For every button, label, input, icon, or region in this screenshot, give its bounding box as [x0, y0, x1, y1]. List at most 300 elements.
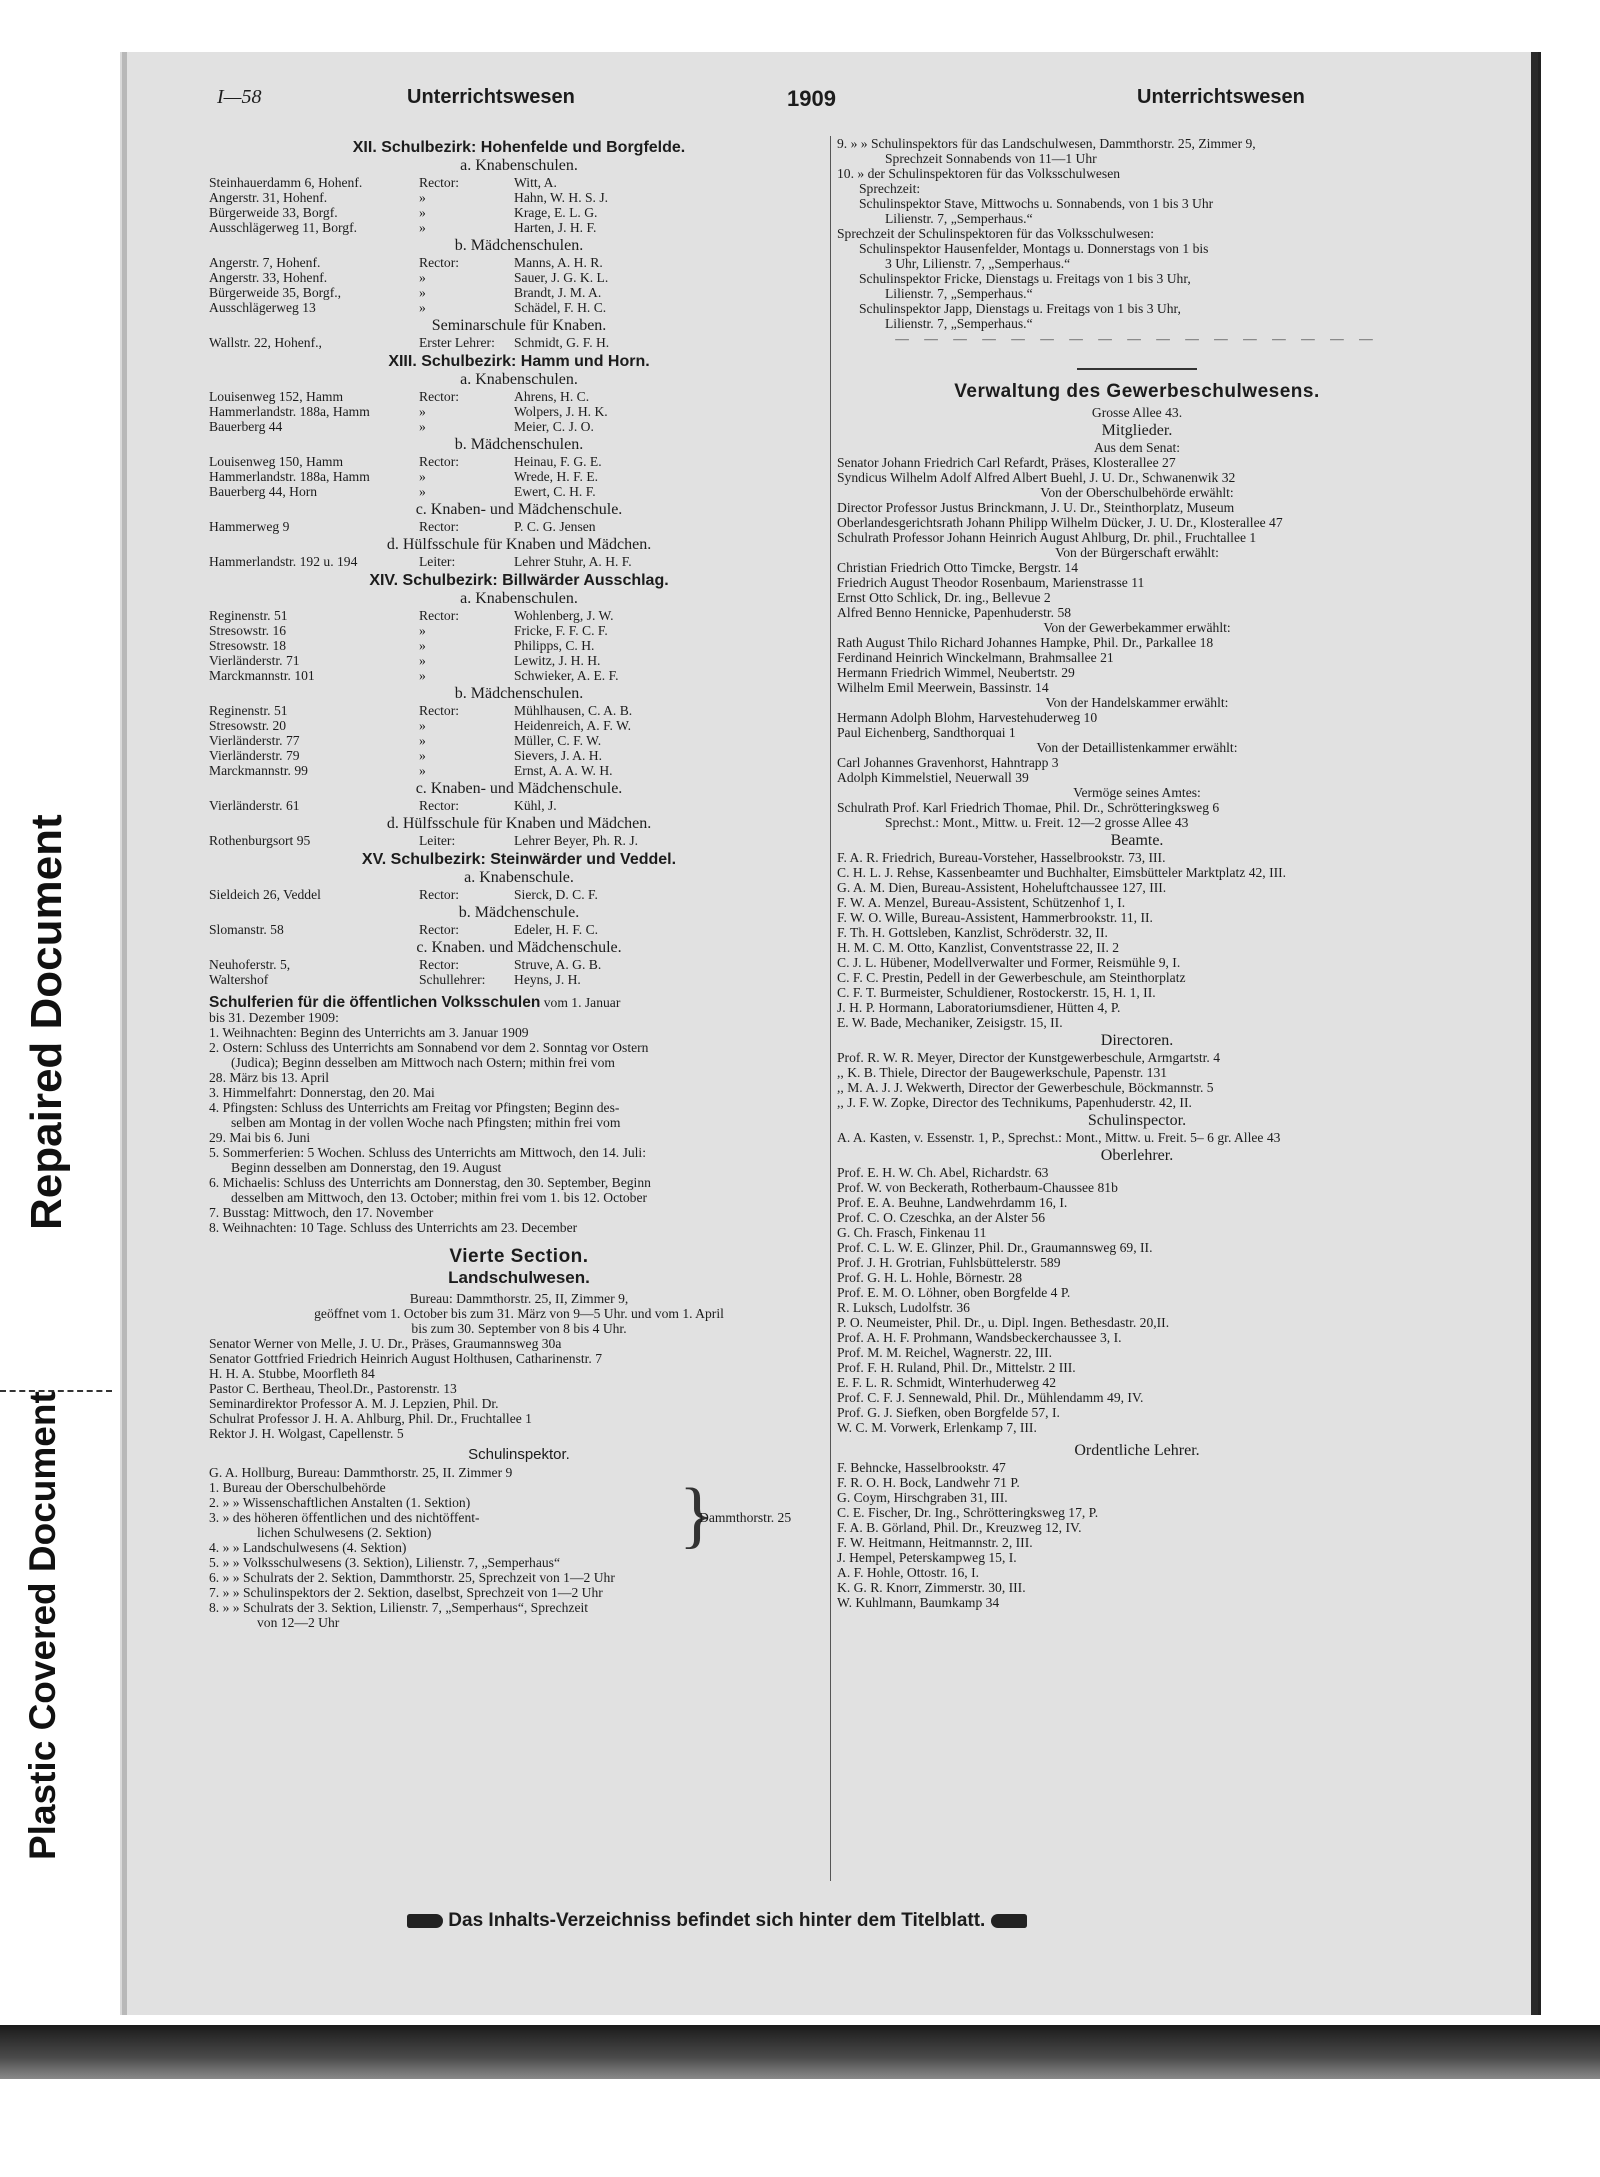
- school-role: Leiter:: [419, 833, 456, 848]
- school-role: »: [419, 653, 426, 668]
- text-line: 8. Weihnachten: 10 Tage. Schluss des Unterrichts am 23. December: [209, 1220, 578, 1235]
- school-address: Angerstr. 33, Hohenf.: [209, 270, 328, 285]
- text-line: ,, K. B. Thiele, Director der Baugewerkschule, Papenstr. 131: [837, 1065, 1168, 1080]
- text-line: Sprechzeit:: [859, 181, 921, 196]
- school-head: Edeler, H. F. C.: [514, 922, 599, 937]
- text-line: R. Luksch, Ludolfstr. 36: [837, 1300, 970, 1315]
- school-role: Rector:: [419, 608, 460, 623]
- school-head: Sauer, J. G. K. L.: [514, 270, 609, 285]
- text-line: selben am Montag in der vollen Woche nach Pfingsten; mithin frei vom: [231, 1115, 621, 1130]
- school-head: Manns, A. H. R.: [514, 255, 603, 270]
- section-title: XIII. Schulbezirk: Hamm und Horn.: [388, 353, 650, 370]
- school-head: Philipps, C. H.: [514, 638, 595, 653]
- school-entry: [209, 300, 829, 315]
- text-line: Prof. R. W. R. Meyer, Director der Kunstgewerbeschule, Armgartstr. 4: [837, 1050, 1221, 1065]
- gewerbekammer-list: [837, 635, 1437, 695]
- text-line: C. H. L. J. Rehse, Kassenbeamter und Buchhalter, Eimsbütteler Marktplatz 42, III.: [837, 865, 1287, 880]
- school-head: Heyns, J. H.: [514, 972, 581, 987]
- school-entry: [209, 653, 829, 668]
- school-entry: [209, 922, 829, 937]
- school-address: Ausschlägerweg 13: [209, 300, 316, 315]
- brace-target: Dammthorstr. 25: [699, 1510, 792, 1525]
- subsection-title: a. Knabenschulen.: [460, 590, 578, 607]
- school-role: »: [419, 404, 426, 419]
- school-role: »: [419, 469, 426, 484]
- school-address: Vierländerstr. 71: [209, 653, 300, 668]
- text-line: Prof. C. F. J. Sennewald, Phil. Dr., Mühlendamm 49, IV.: [837, 1390, 1144, 1405]
- school-head: Lehrer Beyer, Ph. R. J.: [514, 833, 639, 848]
- school-entry: [209, 608, 829, 623]
- school-address: Slomanstr. 58: [209, 922, 284, 937]
- text-line: Adolph Kimmelstiel, Neuerwall 39: [837, 770, 1029, 785]
- subsection-title: a. Knabenschule.: [464, 869, 574, 886]
- school-role: »: [419, 220, 426, 235]
- school-head: Schwieker, A. E. F.: [514, 668, 619, 683]
- school-entry: [209, 718, 829, 733]
- school-entry: [209, 668, 829, 683]
- text-line: Schulrath Professor Johann Heinrich August Ahlburg, Dr. phil., Fruchtallee 1: [837, 530, 1257, 545]
- school-head: Hahn, W. H. S. J.: [514, 190, 609, 205]
- text-line: K. G. R. Knorr, Zimmerstr. 30, III.: [837, 1580, 1026, 1595]
- text-line: Prof. E. M. O. Löhner, oben Borgfelde 4 P.: [837, 1285, 1071, 1300]
- landschul-title: Landschulwesen.: [448, 1268, 590, 1287]
- section-title: XIV. Schulbezirk: Billwärder Ausschlag.: [369, 572, 669, 589]
- school-entry: [209, 419, 829, 434]
- school-head: Ahrens, H. C.: [514, 389, 590, 404]
- text-line: Rath August Thilo Richard Johannes Hampke, Phil. Dr., Parkallee 18: [837, 635, 1214, 650]
- school-head: Lewitz, J. H. H.: [514, 653, 601, 668]
- school-address: Waltershof: [209, 972, 269, 987]
- text-line: Prof. A. H. F. Prohmann, Wandsbeckerchaussee 3, I.: [837, 1330, 1122, 1345]
- bureau-brace-block: [209, 1474, 829, 1556]
- buergerschaft-title: Von der Bürgerschaft erwählt:: [1055, 545, 1219, 560]
- header-year: 1909: [787, 86, 836, 111]
- text-line: J. Hempel, Peterskampweg 15, I.: [837, 1550, 1017, 1565]
- text-line: Prof. G. J. Siefken, oben Borgfelde 57, I.: [837, 1405, 1060, 1420]
- text-line: Prof. W. von Beckerath, Rotherbaum-Chaussee 81b: [837, 1180, 1118, 1195]
- text-line: Prof. C. O. Czeschka, an der Alster 56: [837, 1210, 1046, 1225]
- text-line: Paul Eichenberg, Sandthorquai 1: [837, 725, 1016, 740]
- directoren-title: Directoren.: [1100, 1032, 1174, 1049]
- school-address: Marckmannstr. 101: [209, 668, 315, 683]
- school-address: Hammerlandstr. 188a, Hamm: [209, 404, 370, 419]
- subsection-title: d. Hülfsschule für Knaben und Mädchen.: [386, 815, 652, 832]
- document-page: [120, 52, 1541, 2015]
- school-role: »: [419, 638, 426, 653]
- school-address: Stresowstr. 18: [209, 638, 287, 653]
- repaired-label: Repaired Document: [22, 814, 71, 1230]
- text-line: Schulrath Prof. Karl Friedrich Thomae, Phil. Dr., Schrötteringksweg 6: [837, 800, 1220, 815]
- text-line: Senator Johann Friedrich Carl Refardt, Präses, Klosterallee 27: [837, 455, 1176, 470]
- school-role: Rector:: [419, 887, 460, 902]
- text-line: P. O. Neumeister, Phil. Dr., u. Dipl. Ingen. Bethesdastr. 20,II.: [837, 1315, 1170, 1330]
- text-line: H. M. C. M. Otto, Kanzlist, Conventstrasse 22, II. 2: [837, 940, 1120, 955]
- text-line: E. W. Bade, Mechaniker, Zeisigstr. 15, II.: [837, 1015, 1063, 1030]
- text-line: C. F. C. Prestin, Pedell in der Gewerbeschule, am Steinthorplatz: [837, 970, 1186, 985]
- ferien-list: [209, 1025, 829, 1235]
- oberlehrer-list: [837, 1165, 1437, 1435]
- text-line: ,, M. A. J. J. Wekwerth, Director der Gewerbeschule, Böckmannstr. 5: [837, 1080, 1214, 1095]
- school-entry: [209, 554, 829, 569]
- school-address: Wallstr. 22, Hohenf.,: [209, 335, 322, 350]
- school-role: »: [419, 748, 426, 763]
- mitglieder-title: Mitglieder.: [1101, 422, 1173, 439]
- column-divider: [830, 136, 831, 1881]
- text-line: 5. Sommerferien: 5 Wochen. Schluss des Unterrichts am Mittwoch, den 14. Juli:: [209, 1145, 646, 1160]
- oberschul-title: Von der Oberschulbehörde erwählt:: [1040, 485, 1234, 500]
- section-title: XII. Schulbezirk: Hohenfelde und Borgfelde.: [352, 139, 686, 156]
- school-role: »: [419, 718, 426, 733]
- text-line: Syndicus Wilhelm Adolf Alfred Albert Buehl, J. U. Dr., Schwanenwik 32: [837, 470, 1236, 485]
- school-entry: [209, 285, 829, 300]
- text-line: 7. » » Schulinspektors der 2. Sektion, daselbst, Sprechzeit von 1—2 Uhr: [209, 1585, 603, 1600]
- school-head: Sievers, J. A. H.: [514, 748, 602, 763]
- amt-list: [837, 800, 1437, 830]
- school-list: [209, 175, 829, 235]
- text-line: Hermann Friedrich Wimmel, Neubertstr. 29: [837, 665, 1075, 680]
- text-line: Rektor J. H. Wolgast, Capellenstr. 5: [209, 1426, 404, 1441]
- school-head: Sierck, D. C. F.: [514, 887, 598, 902]
- text-line: von 12—2 Uhr: [257, 1615, 340, 1630]
- text-line: Prof. M. M. Reichel, Wagnerstr. 22, III.: [837, 1345, 1052, 1360]
- text-line: Ferdinand Heinrich Winckelmann, Brahmsallee 21: [837, 650, 1114, 665]
- text-line: 8. » » Schulrats der 3. Sektion, Lilienstr. 7, „Semperhaus“, Sprechzeit: [209, 1600, 589, 1615]
- numbered-list: [209, 1480, 679, 1555]
- school-role: »: [419, 419, 426, 434]
- school-entry: [209, 335, 829, 350]
- subsection-title: a. Knabenschulen.: [460, 371, 578, 388]
- page-footer: [407, 1910, 1307, 1936]
- school-row: [209, 922, 829, 937]
- school-entry: [209, 255, 829, 270]
- school-role: Rector:: [419, 454, 460, 469]
- school-role: Erster Lehrer:: [419, 335, 495, 350]
- school-address: Vierländerstr. 79: [209, 748, 300, 763]
- text-line: 2. » » Wissenschaftlichen Anstalten (1. Sektion): [209, 1495, 471, 1510]
- page-inner: [122, 52, 1539, 2015]
- school-head: Schädel, F. H. C.: [514, 300, 607, 315]
- text-line: Hermann Adolph Blohm, Harvestehuderweg 10: [837, 710, 1098, 725]
- scan-bottom-edge: [0, 2025, 1600, 2079]
- school-address: Neuhoferstr. 5,: [209, 957, 291, 972]
- handelskammer-title: Von der Handelskammer erwählt:: [1045, 695, 1229, 710]
- school-head: Meier, C. J. O.: [514, 419, 594, 434]
- school-entry: [209, 519, 829, 534]
- school-entry: [209, 484, 829, 499]
- school-address: Bürgerweide 33, Borgf.: [209, 205, 338, 220]
- text-line: Schulinspektor Hausenfelder, Montags u. Donnerstags von 1 bis: [859, 241, 1209, 256]
- text-line: 6. Michaelis: Schluss des Unterrichts am Donnerstag, den 30. September, Beginn: [209, 1175, 651, 1190]
- school-list: [209, 608, 829, 683]
- school-list: [209, 454, 829, 499]
- school-address: Angerstr. 31, Hohenf.: [209, 190, 328, 205]
- text-line: Pastor C. Bertheau, Theol.Dr., Pastorenstr. 13: [209, 1381, 457, 1396]
- detaillisten-list: [837, 755, 1437, 785]
- text-line: Sprechst.: Mont., Mittw. u. Freit. 12—2 grosse Allee 43: [885, 815, 1189, 830]
- subsection-title: b. Mädchenschule.: [458, 904, 580, 921]
- school-entry: [209, 972, 829, 987]
- school-address: Reginenstr. 51: [209, 703, 288, 718]
- text-line: Sprechzeit der Schulinspektoren für das Volksschulwesen:: [837, 226, 1154, 241]
- school-address: Bürgerweide 35, Borgf.,: [209, 285, 342, 300]
- text-line: Prof. E. A. Beuhne, Landwehrdamm 16, I.: [837, 1195, 1068, 1210]
- school-list: [209, 703, 829, 778]
- side-labels: [0, 700, 110, 1860]
- subsection-title: b. Mädchenschulen.: [454, 436, 584, 453]
- handelskammer-list: [837, 710, 1437, 740]
- right-column: [837, 136, 1437, 1610]
- school-role: Rector:: [419, 798, 460, 813]
- text-line: 9. » » Schulinspektors für das Landschulwesen, Dammthorstr. 25, Zimmer 9,: [837, 136, 1256, 151]
- inspector-hours: [837, 136, 1437, 331]
- subsection-title: c. Knaben- und Mädchenschule.: [415, 780, 623, 797]
- brace-glyph: }: [679, 1474, 715, 1556]
- text-line: 3. Himmelfahrt: Donnerstag, den 20. Mai: [209, 1085, 435, 1100]
- text-line: Sprechzeit Sonnabends von 11—1 Uhr: [885, 151, 1097, 166]
- bureau-info: [209, 1291, 829, 1336]
- school-row: [209, 798, 829, 813]
- text-line: Schulinspektor Fricke, Dienstags u. Freitags von 1 bis 3 Uhr,: [859, 271, 1191, 286]
- oberschul-list: [837, 500, 1437, 545]
- school-entry: [209, 638, 829, 653]
- school-head: Ewert, C. H. F.: [514, 484, 596, 499]
- ferien-period: bis 31. Dezember 1909:: [209, 1010, 339, 1025]
- ferien-heading: [209, 995, 829, 1010]
- text-line: G. Coym, Hirschgraben 31, III.: [837, 1490, 1008, 1505]
- school-head: Brandt, J. M. A.: [514, 285, 602, 300]
- vierte-section-title: Vierte Section.: [449, 1246, 589, 1267]
- subsection-title: d. Hülfsschule für Knaben und Mädchen.: [386, 536, 652, 553]
- school-role: »: [419, 484, 426, 499]
- left-column: [209, 136, 829, 1630]
- text-line: Prof. J. H. Grotrian, Fuhlsbüttelerstr. 589: [837, 1255, 1061, 1270]
- school-row: [209, 519, 829, 534]
- subsection-title: a. Knabenschulen.: [460, 157, 578, 174]
- school-head: Müller, C. F. W.: [514, 733, 602, 748]
- school-role: Rector:: [419, 957, 460, 972]
- ferien-title-rest: vom 1. Januar: [543, 995, 621, 1010]
- school-address: Marckmannstr. 99: [209, 763, 308, 778]
- school-head: Struve, A. G. B.: [514, 957, 602, 972]
- oberlehrer-title: Oberlehrer.: [1100, 1147, 1174, 1164]
- plastic-label: Plastic Covered Document: [22, 1391, 63, 1860]
- school-row: [209, 887, 829, 902]
- subsection-title: b. Mädchenschulen.: [454, 685, 584, 702]
- school-entry: [209, 389, 829, 404]
- text-line: lichen Schulwesens (2. Sektion): [257, 1525, 432, 1540]
- ordentliche-lehrer-title: Ordentliche Lehrer.: [1074, 1442, 1200, 1459]
- text-line: 1. Weihnachten: Beginn des Unterrichts am 3. Januar 1909: [209, 1025, 529, 1040]
- header-right-title: Unterrichtswesen: [1137, 86, 1305, 108]
- school-head: Schmidt, G. F. H.: [514, 335, 610, 350]
- school-role: Rector:: [419, 175, 460, 190]
- text-line: Prof. G. H. L. Hohle, Börnestr. 28: [837, 1270, 1023, 1285]
- school-role: »: [419, 270, 426, 285]
- school-entry: [209, 454, 829, 469]
- text-line: G. A. M. Dien, Bureau-Assistent, Hoheluftchaussee 127, III.: [837, 880, 1167, 895]
- school-role: Rector:: [419, 922, 460, 937]
- school-role: Rector:: [419, 519, 460, 534]
- text-line: Seminardirektor Professor A. M. J. Lepzien, Phil. Dr.: [209, 1396, 499, 1411]
- school-list: [209, 389, 829, 434]
- text-line: E. F. L. R. Schmidt, Winterhuderweg 42: [837, 1375, 1056, 1390]
- text-line: Prof. F. H. Ruland, Phil. Dr., Mittelstr. 2 III.: [837, 1360, 1076, 1375]
- text-line: 2. Ostern: Schluss des Unterrichts am Sonnabend vor dem 2. Sonntag vor Ostern: [209, 1040, 649, 1055]
- text-line: 28. März bis 13. April: [209, 1070, 330, 1085]
- school-address: Hammerlandstr. 192 u. 194: [209, 554, 358, 569]
- school-role: Rector:: [419, 389, 460, 404]
- school-entry: [209, 623, 829, 638]
- school-head: Wohlenberg, J. W.: [514, 608, 614, 623]
- school-entry: [209, 175, 829, 190]
- schulinspektor-line: G. A. Hollburg, Bureau: Dammthorstr. 25, II. Zimmer 9: [209, 1465, 513, 1480]
- section-title: XV. Schulbezirk: Steinwärder und Veddel.: [361, 851, 677, 868]
- school-role: »: [419, 285, 426, 300]
- subsection-title: b. Mädchenschulen.: [454, 237, 584, 254]
- section-rule: [1077, 368, 1197, 370]
- text-line: Director Professor Justus Brinckmann, J. U. Dr., Steinthorplatz, Museum: [837, 500, 1235, 515]
- text-line: desselben am Mittwoch, den 13. October; mithin frei vom 1. bis 12. October: [231, 1190, 648, 1205]
- text-line: 6. » » Schulrats der 2. Sektion, Dammthorstr. 25, Sprechzeit von 1—2 Uhr: [209, 1570, 615, 1585]
- school-address: Steinhauerdamm 6, Hohenf.: [209, 175, 363, 190]
- text-line: (Judica); Beginn desselben am Mittwoch nach Ostern; mithin frei vom: [231, 1055, 615, 1070]
- senat-list: [837, 455, 1437, 485]
- text-line: Schulinspektor Stave, Mittwochs u. Sonnabends, von 1 bis 3 Uhr: [859, 196, 1214, 211]
- school-address: Hammerlandstr. 188a, Hamm: [209, 469, 370, 484]
- text-line: W. Kuhlmann, Baumkamp 34: [837, 1595, 1000, 1610]
- text-line: F. W. A. Menzel, Bureau-Assistent, Schützenhof 1, I.: [837, 895, 1126, 910]
- text-line: Senator Gottfried Friedrich Heinrich August Holthusen, Catharinenstr. 7: [209, 1351, 603, 1366]
- text-line: Friedrich August Theodor Rosenbaum, Marienstrasse 11: [837, 575, 1145, 590]
- verwaltung-title: Verwaltung des Gewerbeschulwesens.: [954, 381, 1320, 402]
- school-entry: [209, 270, 829, 285]
- text-line: F. A. R. Friedrich, Bureau-Vorsteher, Hasselbrookstr. 73, III.: [837, 850, 1166, 865]
- text-line: 4. » » Landschulwesens (4. Sektion): [209, 1540, 407, 1555]
- school-role: »: [419, 733, 426, 748]
- text-line: Ernst Otto Schlick, Dr. ing., Bellevue 2: [837, 590, 1051, 605]
- senat-title: Aus dem Senat:: [1093, 440, 1181, 455]
- school-address: Louisenweg 152, Hamm: [209, 389, 344, 404]
- school-row: [209, 833, 829, 848]
- school-address: Louisenweg 150, Hamm: [209, 454, 344, 469]
- beamte-list: [837, 850, 1437, 1030]
- school-list: [209, 255, 829, 315]
- school-list: [209, 957, 829, 987]
- school-entry: [209, 763, 829, 778]
- school-role: Leiter:: [419, 554, 456, 569]
- text-line: geöffnet vom 1. October bis zum 31. März von 9—5 Uhr. und vom 1. April: [314, 1306, 724, 1321]
- school-head: P. C. G. Jensen: [514, 519, 596, 534]
- text-line: C. E. Fischer, Dr. Ing., Schrötteringksweg 17, P.: [837, 1505, 1099, 1520]
- school-entry: [209, 220, 829, 235]
- school-entry: [209, 748, 829, 763]
- text-line: C. F. T. Burmeister, Schuldiener, Rostockerstr. 15, H. 1, II.: [837, 985, 1156, 1000]
- school-head: Heidenreich, A. F. W.: [514, 718, 632, 733]
- text-line: Prof. E. H. W. Ch. Abel, Richardstr. 63: [837, 1165, 1049, 1180]
- school-entry: [209, 404, 829, 419]
- dash-rule: — — — — — — — — — — — — — — — — —: [895, 331, 1379, 346]
- landschul-members: [209, 1336, 829, 1441]
- school-role: Rector:: [419, 255, 460, 270]
- school-address: Reginenstr. 51: [209, 608, 288, 623]
- school-address: Bauerberg 44: [209, 419, 283, 434]
- numbered-list-2: [209, 1555, 829, 1630]
- text-line: C. J. L. Hübener, Modellverwalter und Former, Reismühle 9, I.: [837, 955, 1181, 970]
- beamte-title: Beamte.: [1110, 832, 1164, 849]
- school-head: Heinau, F. G. E.: [514, 454, 602, 469]
- school-address: Hammerweg 9: [209, 519, 290, 534]
- school-entry: [209, 957, 829, 972]
- school-head: Lehrer Stuhr, A. H. F.: [514, 554, 632, 569]
- text-line: 4. Pfingsten: Schluss des Unterrichts am Freitag vor Pfingsten; Beginn des-: [209, 1100, 620, 1115]
- school-address: Angerstr. 7, Hohenf.: [209, 255, 321, 270]
- page-header: [207, 86, 1357, 116]
- text-line: Christian Friedrich Otto Timcke, Bergstr. 14: [837, 560, 1079, 575]
- school-head: Krage, E. L. G.: [514, 205, 598, 220]
- school-entry: [209, 733, 829, 748]
- school-entry: [209, 798, 829, 813]
- subsection-title: c. Knaben- und Mädchenschule.: [415, 501, 623, 518]
- footer-text: Das Inhalts-Verzeichniss befindet sich hinter dem Titelblatt.: [448, 1910, 986, 1931]
- text-line: 7. Busstag: Mittwoch, den 17. November: [209, 1205, 434, 1220]
- school-head: Fricke, F. F. C. F.: [514, 623, 608, 638]
- text-line: H. H. A. Stubbe, Moorfleth 84: [209, 1366, 375, 1381]
- schulinspektor-title: Schulinspektor.: [468, 1446, 570, 1463]
- schulinspector-title: Schulinspector.: [1087, 1112, 1187, 1129]
- ferien-title: Schulferien für die öffentlichen Volksschulen: [209, 994, 541, 1011]
- text-line: bis zum 30. September von 8 bis 4 Uhr.: [411, 1321, 627, 1336]
- school-head: Harten, J. H. F.: [514, 220, 597, 235]
- text-line: Schulinspektor Japp, Dienstags u. Freitags von 1 bis 3 Uhr,: [859, 301, 1181, 316]
- text-line: Schulrat Professor J. H. A. Ahlburg, Phil. Dr., Fruchtallee 1: [209, 1411, 532, 1426]
- text-line: J. H. P. Hormann, Laboratoriumsdiener, Hütten 4, P.: [837, 1000, 1121, 1015]
- detaillisten-title: Von der Detaillistenkammer erwählt:: [1036, 740, 1238, 755]
- pointing-hand-icon: [991, 1914, 1027, 1928]
- school-head: Witt, A.: [514, 175, 557, 190]
- text-line: 3 Uhr, Lilienstr. 7, „Semperhaus.“: [885, 256, 1071, 271]
- school-role: »: [419, 623, 426, 638]
- text-line: F. A. B. Görland, Phil. Dr., Kreuzweg 12, IV.: [837, 1520, 1082, 1535]
- text-line: Beginn desselben am Donnerstag, den 19. August: [231, 1160, 502, 1175]
- school-address: Vierländerstr. 77: [209, 733, 300, 748]
- text-line: Wilhelm Emil Meerwein, Bassinstr. 14: [837, 680, 1049, 695]
- text-line: 29. Mai bis 6. Juni: [209, 1130, 311, 1145]
- school-head: Wolpers, J. H. K.: [514, 404, 608, 419]
- school-entry: [209, 469, 829, 484]
- gewerbekammer-title: Von der Gewerbekammer erwählt:: [1043, 620, 1231, 635]
- school-address: Ausschlägerweg 11, Borgf.: [209, 220, 357, 235]
- text-line: W. C. M. Vorwerk, Erlenkamp 7, III.: [837, 1420, 1037, 1435]
- buergerschaft-list: [837, 560, 1437, 620]
- school-address: Sieldeich 26, Veddel: [209, 887, 321, 902]
- text-line: F. Th. H. Gottsleben, Kanzlist, Schröderstr. 32, II.: [837, 925, 1108, 940]
- school-entry: [209, 833, 829, 848]
- school-address: Bauerberg 44, Horn: [209, 484, 318, 499]
- school-row: [209, 335, 829, 350]
- pointing-hand-icon: [407, 1914, 443, 1928]
- text-line: Lilienstr. 7, „Semperhaus.“: [885, 286, 1033, 301]
- page-number: I—58: [217, 86, 262, 108]
- school-role: »: [419, 190, 426, 205]
- amt-title: Vermöge seines Amtes:: [1073, 785, 1201, 800]
- school-address: Vierländerstr. 61: [209, 798, 300, 813]
- school-entry: [209, 190, 829, 205]
- schulinspector-line: A. A. Kasten, v. Essenstr. 1, P., Sprechst.: Mont., Mittw. u. Freit. 5– 6 gr. Allee 43: [837, 1130, 1281, 1145]
- text-line: Lilienstr. 7, „Semperhaus.“: [885, 211, 1033, 226]
- school-address: Stresowstr. 16: [209, 623, 287, 638]
- school-row: [209, 554, 829, 569]
- text-line: 3. » des höheren öffentlichen und des nichtöffent-: [209, 1510, 480, 1525]
